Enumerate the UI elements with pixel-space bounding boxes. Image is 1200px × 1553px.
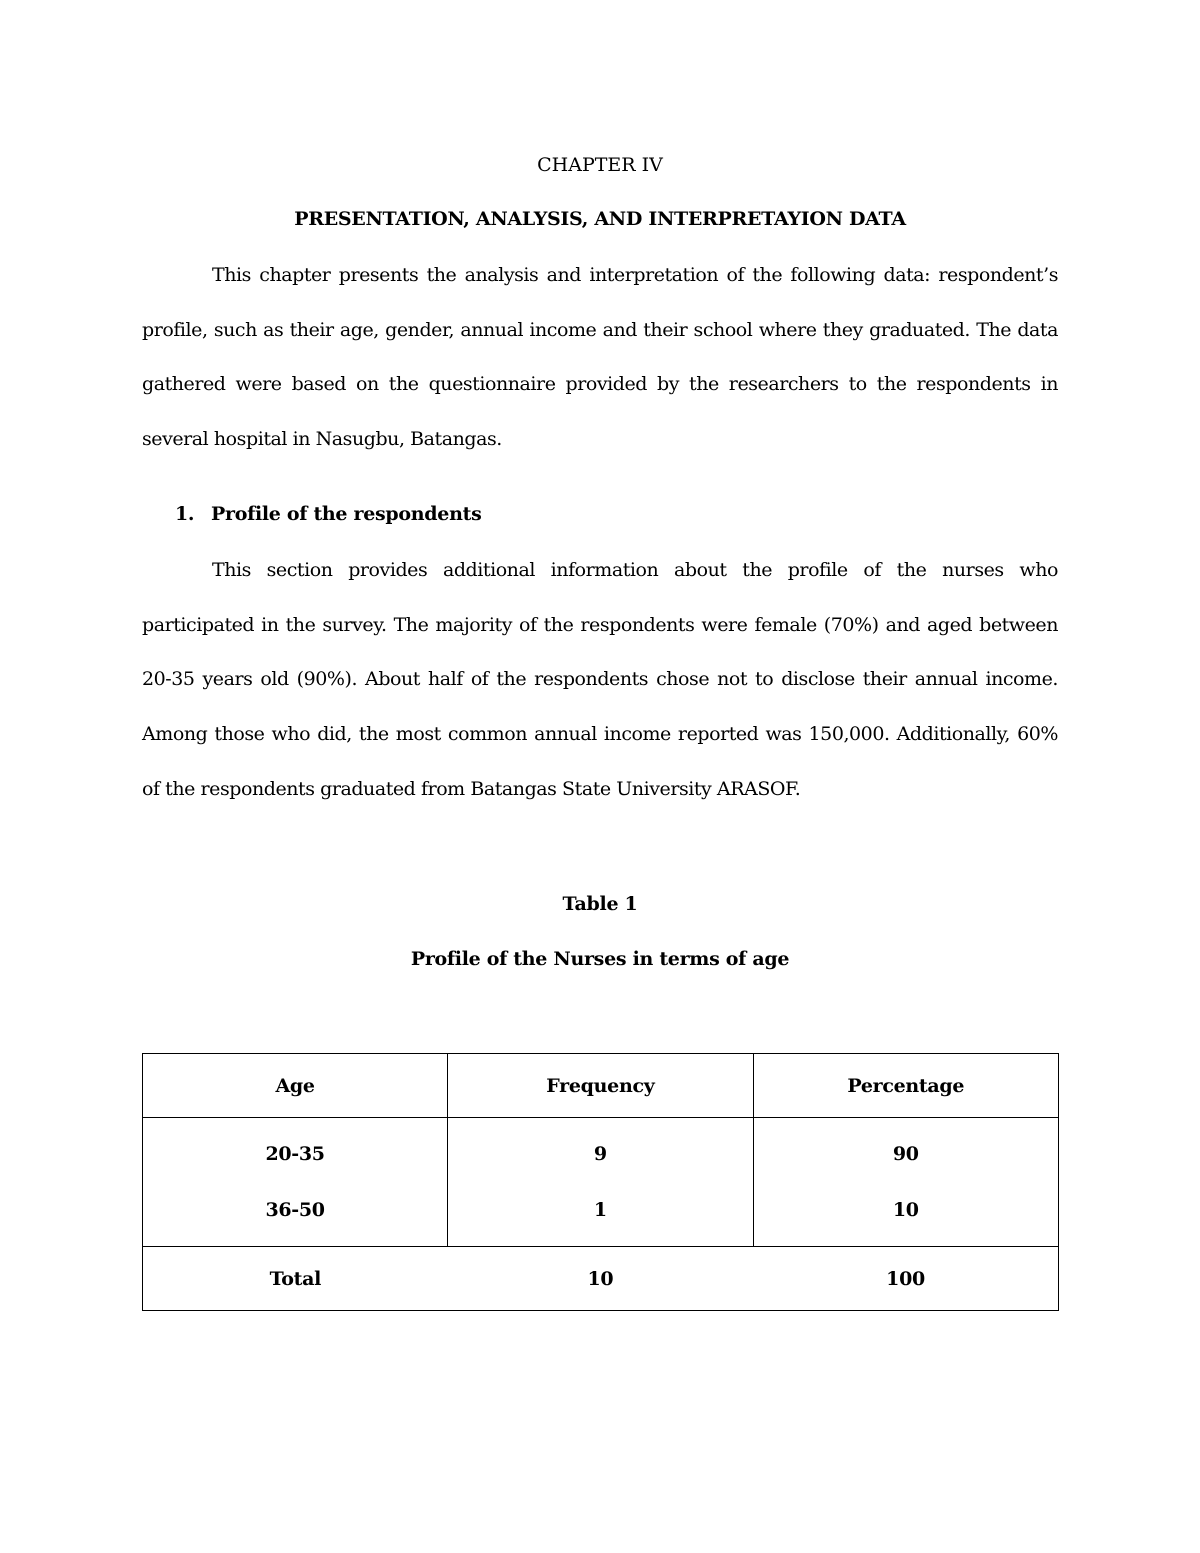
table-row <box>143 1118 1059 1183</box>
table-total-row <box>143 1247 1059 1311</box>
cell-age: 36-50 <box>143 1182 448 1247</box>
intro-paragraph: This chapter presents the analysis and interpretation of the following data: respondent’s profile, such as their age, gender, annual income and their school where they graduated. The data gathered were based on the questionnaire provided by the researchers to the respondents in several hospital in Nasugbu, Batangas. <box>142 264 1058 451</box>
table-label: Table 1 <box>562 893 638 915</box>
total-percentage: 100 <box>753 1247 1058 1311</box>
cell-percentage: 10 <box>753 1182 1058 1247</box>
section-title: Profile of the respondents <box>211 503 482 525</box>
cell-percentage: 90 <box>753 1118 1058 1183</box>
cell-age: 20-35 <box>143 1118 448 1183</box>
section-paragraph: This section provides additional information about the profile of the nurses who participated in the survey. The majority of the respondents were female (70%) and aged between 20-35 years old (90%). About half of the respondents chose not to disclose their annual income. Among those who did, the most common annual income reported was 150,000. Additionally, 60% of the respondents graduated from Batangas State University ARASOF. <box>142 559 1058 800</box>
age-profile-table <box>142 1053 1059 1311</box>
cell-frequency: 9 <box>448 1118 753 1183</box>
section-number: 1. <box>175 503 195 525</box>
chapter-subtitle: PRESENTATION, ANALYSIS, AND INTERPRETAYION DATA <box>294 208 906 230</box>
header-percentage: Percentage <box>753 1054 1058 1118</box>
chapter-title: CHAPTER IV <box>537 154 663 176</box>
table-row <box>143 1182 1059 1247</box>
total-label: Total <box>143 1247 448 1311</box>
cell-frequency: 1 <box>448 1182 753 1247</box>
section-heading <box>175 503 481 525</box>
table-header-row <box>143 1054 1059 1118</box>
table-caption: Profile of the Nurses in terms of age <box>410 948 790 970</box>
header-frequency: Frequency <box>448 1054 753 1118</box>
total-frequency: 10 <box>448 1247 753 1311</box>
header-age: Age <box>143 1054 448 1118</box>
